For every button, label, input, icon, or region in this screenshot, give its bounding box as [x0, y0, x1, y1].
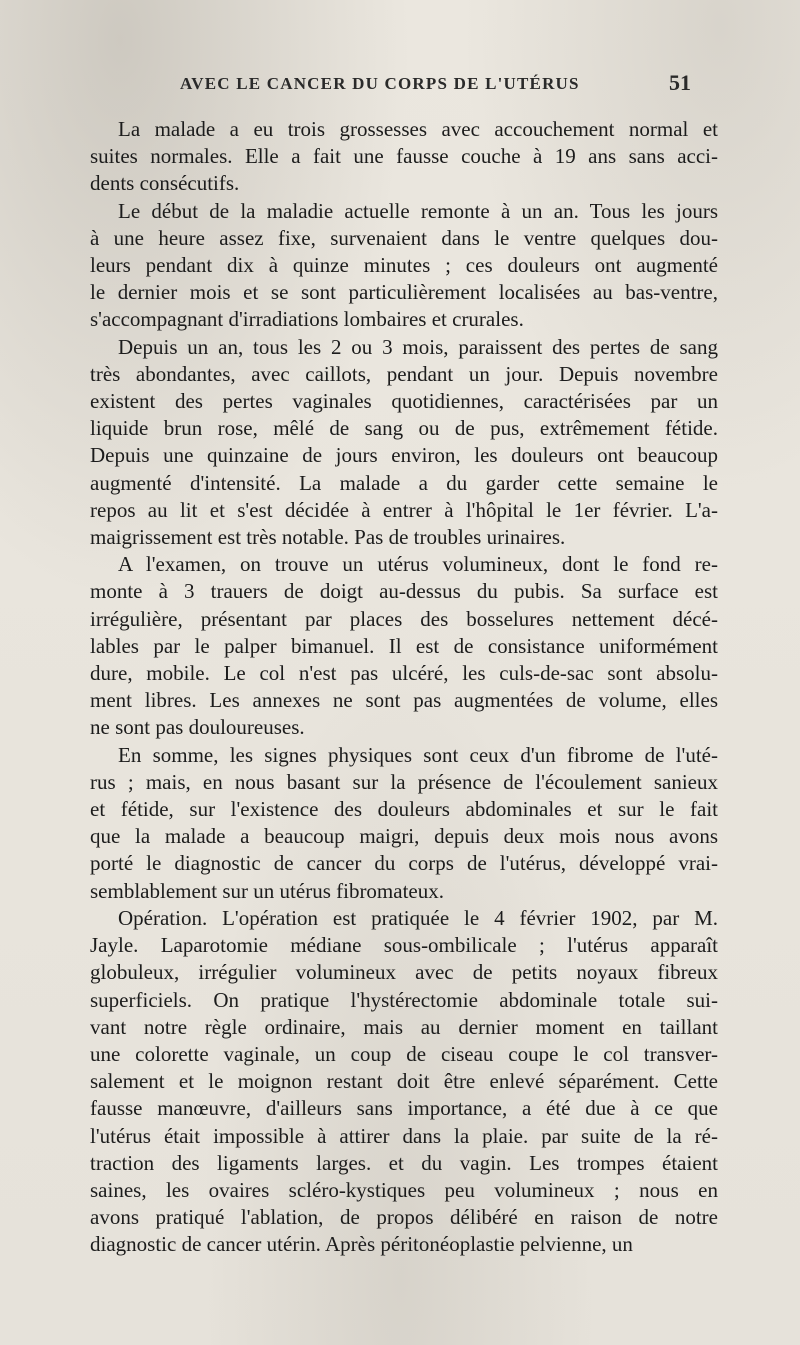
page-number: 51 — [669, 70, 691, 95]
text-line: ment libres. Les annexes ne sont pas augmentées de volume, elles — [90, 688, 718, 713]
text-line: avons pratiqué l'ablation, de propos délibéré en raison de notre — [90, 1205, 718, 1230]
text-line: augmenté d'intensité. La malade a du garder cette semaine le — [90, 470, 718, 495]
text-line: l'utérus était impossible à attirer dans la plaie. par suite de la ré- — [90, 1123, 718, 1148]
text-line: une colorette vaginale, un coup de ciseau coupe le col transver- — [90, 1041, 718, 1066]
text-line: leurs pendant dix à quinze minutes ; ces douleurs ont augmenté — [90, 253, 718, 278]
text-line: très abondantes, avec caillots, pendant un jour. Depuis novembre — [90, 361, 718, 386]
text-line: à une heure assez fixe, survenaient dans le ventre quelques dou- — [90, 225, 718, 250]
text-line: repos au lit et s'est décidée à entrer à l'hôpital le 1er février. L'a- — [90, 497, 718, 522]
text-line: que la malade a beaucoup maigri, depuis deux mois nous avons — [90, 824, 718, 849]
text-line: irrégulière, présentant par places des bosselures nettement décé- — [90, 606, 718, 631]
body-text — [60, 116, 718, 1259]
text-line: liquide brun rose, mêlé de sang ou de pus, extrêmement fétide. — [90, 416, 718, 441]
text-line: salement et le moignon restant doit être enlevé séparément. Cette — [90, 1069, 718, 1094]
text-line: porté le diagnostic de cancer du corps de l'utérus, développé vrai- — [90, 851, 718, 876]
text-line: et fétide, sur l'existence des douleurs abdominales et sur le fait — [90, 797, 718, 822]
running-header — [0, 64, 800, 100]
text-line: superficiels. On pratique l'hystérectomie abdominale totale sui- — [90, 987, 718, 1012]
text-line: dents consécutifs. — [90, 171, 240, 196]
text-line: La malade a eu trois grossesses avec accouchement normal et — [118, 117, 718, 141]
text-line: fausse manœuvre, d'ailleurs sans importance, a été due à ce que — [90, 1096, 718, 1121]
text-line: maigrissement est très notable. Pas de troubles urinaires. — [90, 525, 566, 550]
text-line: saines, les ovaires scléro-kystiques peu volumineux ; nous en — [90, 1177, 718, 1202]
paragraph — [60, 198, 718, 334]
text-line: Jayle. Laparotomie médiane sous-ombilicale ; l'utérus apparaît — [90, 933, 718, 958]
text-line: s'accompagnant d'irradiations lombaires et crurales. — [90, 307, 524, 332]
text-line: vant notre règle ordinaire, mais au dernier moment en taillant — [90, 1014, 718, 1039]
paragraph — [60, 334, 718, 552]
text-line: En somme, les signes physiques sont ceux d'un fibrome de l'uté- — [118, 742, 718, 767]
paragraph — [60, 742, 718, 905]
paragraph — [60, 905, 718, 1259]
text-line: lables par le palper bimanuel. Il est de consistance uniformément — [90, 633, 718, 658]
text-line: Depuis une quinzaine de jours environ, les douleurs ont beaucoup — [90, 443, 718, 468]
text-line: Depuis un an, tous les 2 ou 3 mois, paraissent des pertes de sang — [118, 334, 718, 359]
paragraph — [60, 551, 718, 741]
text-line: traction des ligaments larges. et du vagin. Les trompes étaient — [90, 1150, 718, 1175]
paragraph — [60, 116, 718, 198]
text-line: diagnostic de cancer utérin. Après péritonéoplastie pelvienne, un — [90, 1232, 633, 1257]
text-line: Le début de la maladie actuelle remonte à un an. Tous les jours — [118, 198, 718, 223]
text-line: le dernier mois et se sont particulièrement localisées au bas-ventre, — [90, 280, 718, 305]
text-line: A l'examen, on trouve un utérus volumineux, dont le fond re- — [118, 552, 718, 577]
text-line: monte à 3 trauers de doigt au-dessus du pubis. Sa surface est — [90, 579, 718, 604]
text-line: Opération. L'opération est pratiquée le 4 février 1902, par M. — [118, 905, 718, 930]
text-line: globuleux, irrégulier volumineux avec de petits noyaux fibreux — [90, 960, 718, 985]
text-line: ne sont pas douloureuses. — [90, 715, 305, 740]
text-line: dure, mobile. Le col n'est pas ulcéré, les culs-de-sac sont absolu- — [90, 661, 718, 686]
text-line: existent des pertes vaginales quotidiennes, caractérisées par un — [90, 389, 718, 414]
text-line: rus ; mais, en nous basant sur la présence de l'écoulement sanieux — [90, 769, 718, 794]
text-line: suites normales. Elle a fait une fausse couche à 19 ans sans acci- — [90, 144, 718, 169]
running-title: AVEC LE CANCER DU CORPS DE L'UTÉRUS — [180, 74, 580, 93]
text-line: semblablement sur un utérus fibromateux. — [90, 878, 444, 903]
